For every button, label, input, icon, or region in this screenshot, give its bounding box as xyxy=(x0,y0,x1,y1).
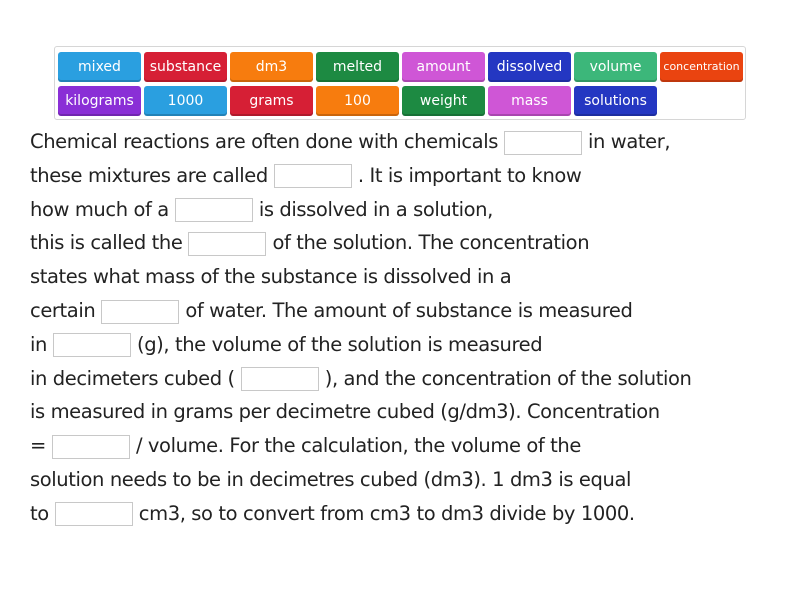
text-segment: . It is important to know xyxy=(357,163,582,187)
word-tile[interactable]: dm3 xyxy=(230,52,313,82)
answer-blank[interactable] xyxy=(241,367,319,391)
word-bank xyxy=(54,46,746,120)
word-tile[interactable]: mixed xyxy=(58,52,141,82)
text-segment: of the solution. The concentration xyxy=(272,231,590,255)
answer-blank[interactable] xyxy=(53,333,131,357)
text-segment: / volume. For the calculation, the volume of the xyxy=(135,434,581,458)
text-segment: of water. The amount of substance is measured xyxy=(185,299,633,322)
word-tile[interactable]: concentration xyxy=(660,52,743,82)
text-line xyxy=(30,364,692,394)
text-line xyxy=(30,397,660,427)
text-line xyxy=(30,195,493,225)
text-line xyxy=(30,296,633,326)
text-segment: is dissolved in a solution, xyxy=(258,197,493,221)
word-tile[interactable]: substance xyxy=(144,52,227,82)
word-tile[interactable]: amount xyxy=(402,52,485,82)
text-line xyxy=(30,431,581,461)
text-segment: cm3, so to convert from cm3 to dm3 divide by 1000. xyxy=(138,501,635,525)
text-segment: solution needs to be in decimetres cubed (dm3). 1 dm3 is equal xyxy=(30,468,632,491)
text-segment: how much of a xyxy=(30,197,169,221)
answer-blank[interactable] xyxy=(55,502,133,526)
answer-blank[interactable] xyxy=(504,131,582,155)
text-segment: in water, xyxy=(588,130,671,153)
answer-blank[interactable] xyxy=(274,164,352,188)
word-tile[interactable]: solutions xyxy=(574,86,657,116)
text-segment: = xyxy=(30,434,46,458)
word-tile[interactable]: 1000 xyxy=(144,86,227,116)
text-segment: is measured in grams per decimetre cubed (g/dm3). Concentration xyxy=(30,400,660,424)
answer-blank[interactable] xyxy=(101,300,179,324)
text-segment: this is called the xyxy=(30,231,183,255)
word-tile[interactable]: weight xyxy=(402,86,485,116)
text-line xyxy=(30,262,511,292)
answer-blank[interactable] xyxy=(188,232,266,256)
answer-blank[interactable] xyxy=(175,198,253,222)
word-tile[interactable]: melted xyxy=(316,52,399,82)
text-line xyxy=(30,127,670,157)
text-segment: Chemical reactions are often done with chemicals xyxy=(30,130,498,153)
text-line xyxy=(30,161,582,191)
word-tile[interactable]: mass xyxy=(488,86,571,116)
text-segment: (g), the volume of the solution is measured xyxy=(136,332,543,356)
word-tile[interactable]: 100 xyxy=(316,86,399,116)
word-tile[interactable]: dissolved xyxy=(488,52,571,82)
text-segment: to xyxy=(30,501,49,525)
word-tile[interactable]: grams xyxy=(230,86,313,116)
text-segment: in decimeters cubed ( xyxy=(30,366,235,390)
text-segment: certain xyxy=(30,299,96,322)
text-segment: states what mass of the substance is dissolved in a xyxy=(30,265,512,289)
text-line xyxy=(30,330,542,360)
text-segment: in xyxy=(30,332,47,356)
answer-blank[interactable] xyxy=(52,435,130,459)
text-line xyxy=(30,465,631,495)
word-tile[interactable]: volume xyxy=(574,52,657,82)
text-segment: these mixtures are called xyxy=(30,163,268,187)
text-segment: ), and the concentration of the solution xyxy=(324,366,692,390)
text-line xyxy=(30,228,589,258)
word-tile[interactable]: kilograms xyxy=(58,86,141,116)
text-line xyxy=(30,499,635,529)
